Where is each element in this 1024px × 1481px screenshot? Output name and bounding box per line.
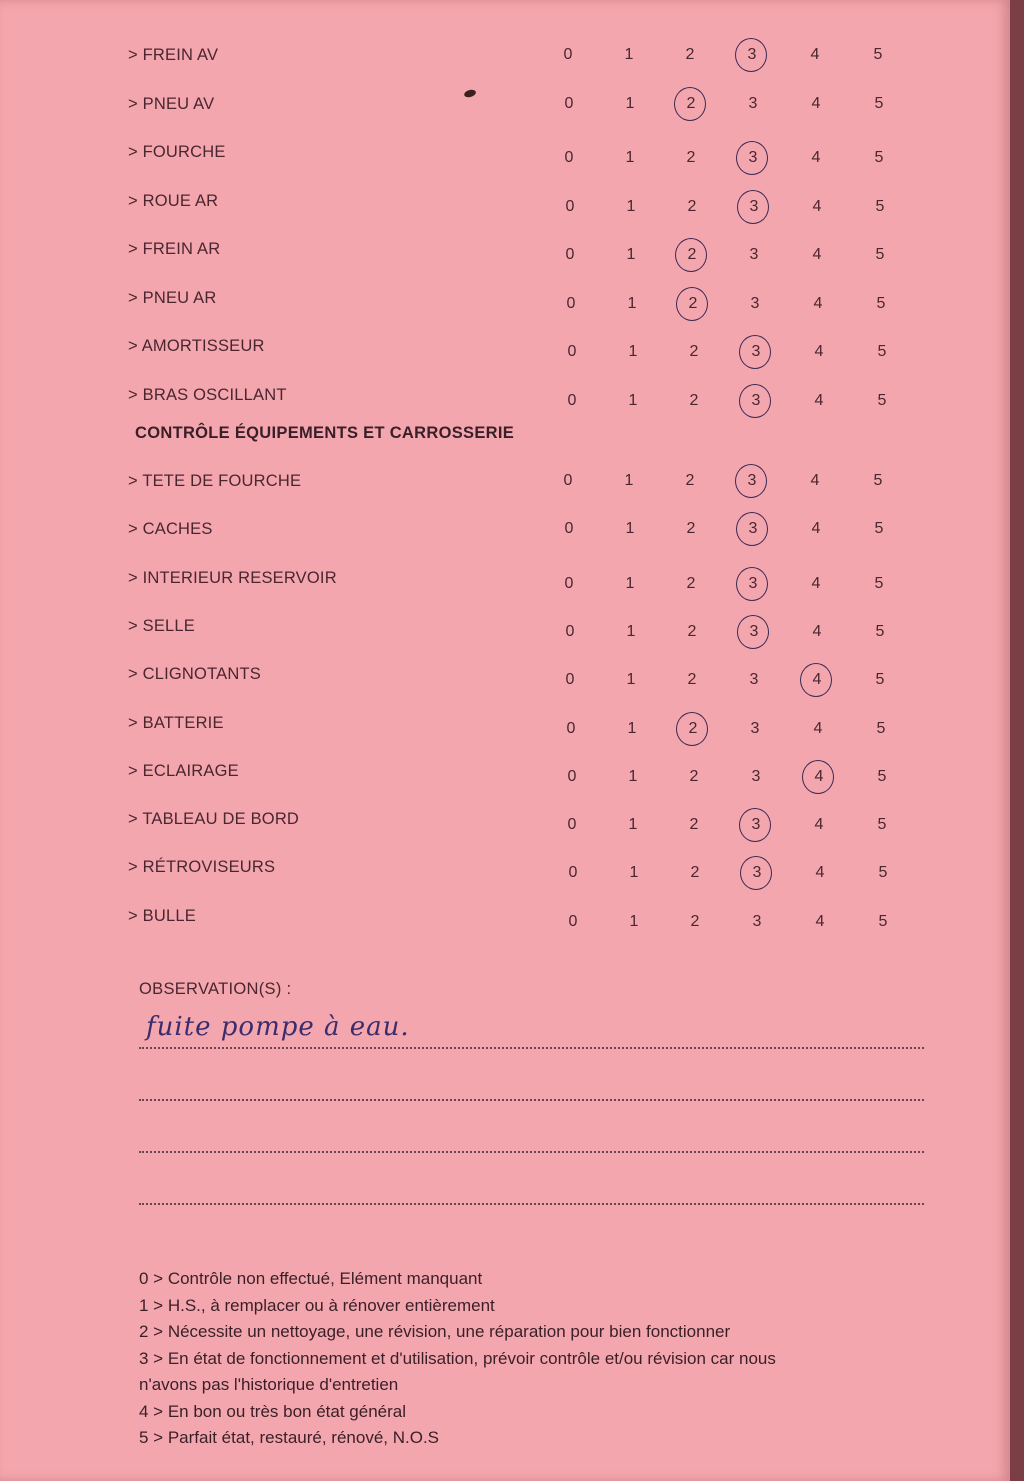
score-option[interactable]: 2 — [690, 912, 700, 930]
score-option[interactable]: 5 — [876, 719, 886, 737]
legend-line: 4 > En bon ou très bon état général — [139, 1401, 407, 1421]
score-selected[interactable]: 3 — [744, 816, 768, 834]
legend-line: n'avons pas l'historique d'entretien — [139, 1375, 399, 1394]
observation-line-2 — [139, 1099, 924, 1101]
score-option[interactable]: 5 — [873, 46, 883, 63]
checklist-item-label: > RÉTROVISEURS — [128, 858, 276, 877]
observation-handwritten-text: fuite pompe à eau. — [146, 1012, 410, 1042]
observation-line-1 — [139, 1047, 924, 1049]
score-selected[interactable]: 2 — [679, 95, 703, 113]
score-selected[interactable]: 3 — [742, 623, 766, 641]
checklist-row — [0, 337, 1010, 367]
score-selected[interactable]: 2 — [680, 246, 704, 264]
checklist-item-label: > SELLE — [128, 616, 195, 635]
score-option[interactable]: 1 — [626, 622, 636, 640]
checklist-item-label: > ROUE AR — [128, 191, 219, 210]
checklist-row — [0, 907, 1010, 937]
score-option[interactable]: 1 — [628, 816, 638, 834]
score-option[interactable]: 1 — [627, 719, 637, 737]
score-option[interactable]: 5 — [875, 622, 885, 640]
legend-line: 2 > Nécessite un nettoyage, une révision, une réparation pour bien fonctionner — [139, 1322, 731, 1341]
checklist-row — [0, 810, 1010, 840]
score-option[interactable]: 2 — [686, 149, 696, 166]
score-option[interactable]: 5 — [874, 94, 884, 112]
checklist-item-label: > TABLEAU DE BORD — [128, 810, 300, 829]
score-option[interactable]: 1 — [625, 520, 635, 538]
score-option[interactable]: 1 — [625, 574, 635, 592]
checklist-item-label: > BULLE — [128, 906, 196, 925]
checklist-item-label: > BATTERIE — [128, 713, 224, 732]
score-option[interactable]: 4 — [812, 622, 822, 640]
score-option[interactable]: 0 — [565, 246, 575, 263]
score-selected[interactable]: 3 — [741, 520, 765, 538]
score-selected[interactable]: 3 — [744, 392, 768, 410]
score-option[interactable]: 5 — [878, 912, 888, 930]
score-selected[interactable]: 4 — [807, 768, 831, 786]
checklist-row — [0, 289, 1010, 319]
score-option[interactable]: 3 — [748, 94, 758, 112]
score-option[interactable]: 0 — [567, 343, 577, 360]
score-selected[interactable]: 2 — [681, 295, 705, 313]
score-option[interactable]: 1 — [629, 864, 639, 882]
score-option[interactable]: 0 — [564, 94, 574, 112]
score-selected[interactable]: 3 — [745, 864, 769, 882]
score-option[interactable]: 3 — [750, 719, 760, 737]
score-selected[interactable]: 3 — [741, 575, 765, 593]
checklist-row — [0, 569, 1010, 599]
checklist-row — [0, 472, 1010, 502]
score-option[interactable]: 5 — [875, 197, 885, 215]
legend-line: 1 > H.S., à remplacer ou à rénover entièrement — [139, 1295, 495, 1315]
score-option[interactable]: 4 — [811, 94, 821, 112]
score-option[interactable]: 2 — [687, 622, 697, 640]
checklist-item-label: > FOURCHE — [128, 143, 226, 161]
score-option[interactable]: 2 — [689, 343, 699, 360]
score-option[interactable]: 5 — [877, 767, 887, 785]
score-selected[interactable]: 3 — [740, 472, 764, 490]
score-option[interactable]: 2 — [686, 574, 696, 592]
checklist-row — [0, 46, 1010, 76]
checklist-row — [0, 520, 1010, 550]
score-selected[interactable]: 3 — [744, 343, 768, 361]
score-option[interactable]: 5 — [875, 246, 885, 263]
score-selected[interactable]: 4 — [805, 671, 829, 689]
score-option[interactable]: 4 — [813, 719, 823, 737]
score-option[interactable]: 2 — [686, 520, 696, 538]
checklist-item-label: > FREIN AV — [128, 46, 219, 64]
score-selected[interactable]: 3 — [740, 46, 764, 64]
score-option[interactable]: 5 — [874, 520, 884, 538]
observation-line-4 — [139, 1203, 924, 1205]
score-option[interactable]: 1 — [624, 472, 634, 489]
score-option[interactable]: 4 — [810, 46, 820, 63]
score-option[interactable]: 5 — [877, 391, 887, 409]
score-option[interactable]: 3 — [750, 294, 760, 312]
score-option[interactable]: 3 — [749, 246, 759, 263]
checklist-item-label: > TETE DE FOURCHE — [128, 472, 302, 490]
score-option[interactable]: 4 — [815, 864, 825, 882]
checklist-row — [0, 714, 1010, 744]
legend-line: 3 > En état de fonctionnement et d'utilisation, prévoir contrôle et/ou révision car nous — [139, 1348, 776, 1368]
score-option[interactable]: 1 — [626, 246, 636, 263]
score-option[interactable]: 5 — [873, 472, 883, 489]
checklist-item-label: > BRAS OSCILLANT — [128, 385, 287, 404]
checklist-item-label: > ECLAIRAGE — [128, 761, 239, 780]
score-option[interactable]: 1 — [626, 671, 636, 689]
score-option[interactable]: 4 — [815, 912, 825, 930]
score-option[interactable]: 1 — [624, 46, 634, 63]
score-option[interactable]: 5 — [878, 864, 888, 882]
checklist-item-label: > FREIN AR — [128, 240, 221, 258]
checklist-item-label: > PNEU AV — [128, 94, 215, 113]
score-option[interactable]: 1 — [627, 294, 637, 312]
score-option[interactable]: 3 — [749, 671, 759, 689]
score-option[interactable]: 0 — [564, 574, 574, 592]
checklist-row — [0, 665, 1010, 695]
score-option[interactable]: 4 — [812, 197, 822, 215]
score-option[interactable]: 4 — [811, 149, 821, 166]
score-option[interactable]: 1 — [625, 149, 635, 166]
score-option[interactable]: 0 — [567, 816, 577, 834]
score-option[interactable]: 1 — [626, 197, 636, 215]
checklist-row — [0, 762, 1010, 792]
score-option[interactable]: 2 — [687, 671, 697, 689]
score-option[interactable]: 0 — [563, 472, 573, 489]
score-option[interactable]: 1 — [629, 912, 639, 930]
score-option[interactable]: 0 — [568, 912, 578, 930]
observations-title: OBSERVATION(S) : — [139, 980, 292, 998]
score-option[interactable]: 0 — [565, 622, 575, 640]
checklist-row — [0, 617, 1010, 647]
score-option[interactable]: 1 — [628, 343, 638, 360]
score-option[interactable]: 4 — [814, 816, 824, 834]
score-option[interactable]: 5 — [874, 574, 884, 592]
checklist-item-label: > INTERIEUR RESERVOIR — [128, 568, 337, 587]
score-option[interactable]: 5 — [874, 149, 884, 166]
checklist-item-label: > CLIGNOTANTS — [128, 665, 261, 684]
score-option[interactable]: 4 — [811, 574, 821, 592]
checklist-row — [0, 858, 1010, 888]
score-option[interactable]: 0 — [567, 391, 577, 409]
legend-line: 5 > Parfait état, restauré, rénové, N.O.S — [139, 1428, 440, 1447]
score-option[interactable]: 0 — [564, 149, 574, 166]
checklist-row — [0, 192, 1010, 222]
score-option[interactable]: 0 — [565, 671, 575, 689]
checklist-item-label: > AMORTISSEUR — [128, 337, 265, 355]
score-selected[interactable]: 3 — [741, 149, 765, 167]
score-option[interactable]: 4 — [812, 246, 822, 263]
score-option[interactable]: 0 — [565, 197, 575, 215]
score-option[interactable]: 5 — [875, 671, 885, 689]
checklist-row — [0, 386, 1010, 416]
score-option[interactable]: 1 — [628, 391, 638, 409]
score-option[interactable]: 0 — [567, 767, 577, 785]
score-option[interactable]: 0 — [568, 864, 578, 882]
score-option[interactable]: 4 — [813, 294, 823, 312]
score-option[interactable]: 2 — [690, 864, 700, 882]
rating-legend — [139, 1266, 939, 1452]
score-option[interactable]: 2 — [689, 767, 699, 785]
checklist-item-label: > CACHES — [128, 520, 213, 539]
score-option[interactable]: 4 — [810, 472, 820, 489]
score-option[interactable]: 5 — [876, 294, 886, 312]
observation-line-3 — [139, 1151, 924, 1153]
score-option[interactable]: 2 — [689, 391, 699, 409]
score-option[interactable]: 0 — [566, 294, 576, 312]
score-option[interactable]: 0 — [566, 719, 576, 737]
score-option[interactable]: 4 — [811, 520, 821, 538]
score-option[interactable]: 2 — [687, 197, 697, 215]
checklist-row — [0, 143, 1010, 173]
score-option[interactable]: 1 — [628, 767, 638, 785]
checklist-row — [0, 240, 1010, 270]
score-selected[interactable]: 3 — [742, 198, 766, 216]
score-option[interactable]: 4 — [814, 391, 824, 409]
score-option[interactable]: 3 — [751, 767, 761, 785]
score-option[interactable]: 0 — [564, 520, 574, 538]
score-option[interactable]: 2 — [685, 46, 695, 63]
checklist-row — [0, 95, 1010, 125]
score-option[interactable]: 0 — [563, 46, 573, 63]
score-option[interactable]: 1 — [625, 94, 635, 112]
score-option[interactable]: 2 — [685, 472, 695, 489]
legend-line: 0 > Contrôle non effectué, Elément manquant — [139, 1269, 483, 1288]
score-option[interactable]: 2 — [689, 816, 699, 834]
score-option[interactable]: 5 — [877, 816, 887, 834]
score-option[interactable]: 3 — [752, 912, 762, 930]
score-option[interactable]: 5 — [877, 343, 887, 360]
score-selected[interactable]: 2 — [681, 720, 705, 738]
score-option[interactable]: 4 — [814, 343, 824, 360]
checklist-item-label: > PNEU AR — [128, 288, 217, 307]
section-title: CONTRÔLE ÉQUIPEMENTS ET CARROSSERIE — [135, 424, 515, 442]
